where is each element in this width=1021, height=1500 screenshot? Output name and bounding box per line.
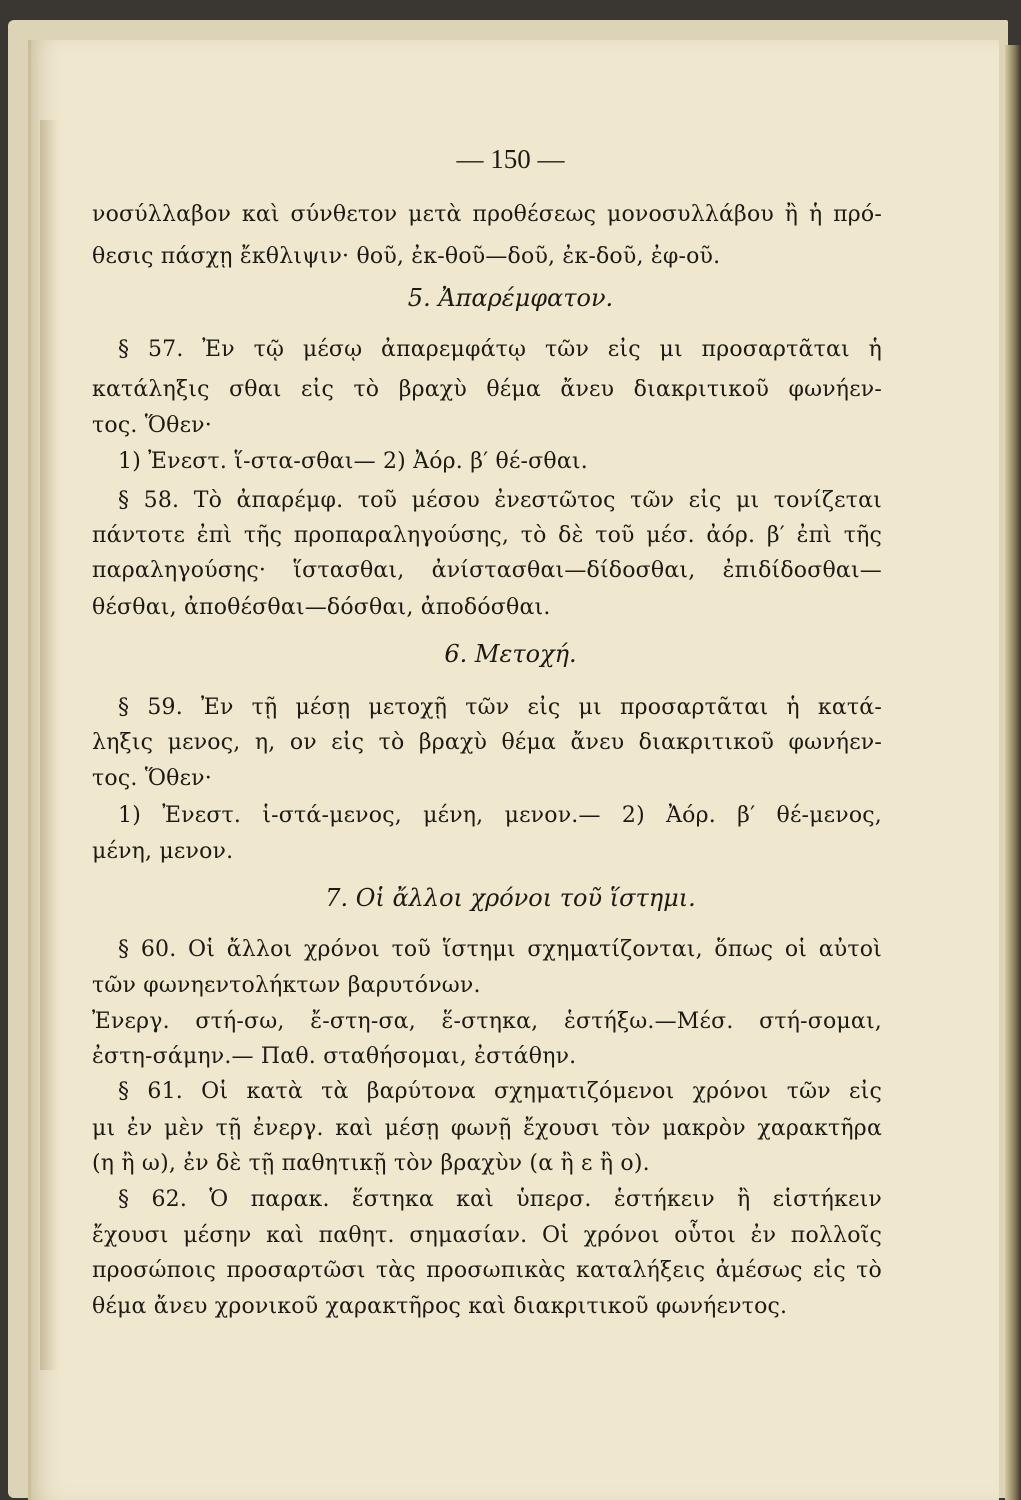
section-heading-6: 6. Μετοχή. xyxy=(444,640,577,668)
text-line: 1) Ἐνεστ. ἵ-στα-σθαι— 2) Ἀόρ. β′ θέ-σθαι. xyxy=(118,449,588,474)
page-number: — 150 — xyxy=(456,144,565,174)
text-line: (η ἢ ω), ἐν δὲ τῇ παθητικῇ τὸν βραχὺν (α ἢ ε ἢ ο). xyxy=(92,1151,650,1176)
text-line: τος. Ὅθεν· xyxy=(92,766,212,791)
text-line: προσώποις προσαρτῶσι τὰς προσωπικὰς καταλήξεις ἀμέσως εἰς τὸ xyxy=(92,1258,882,1283)
text-line: ἔχουσι μέσην καὶ παθητ. σημασίαν. Οἱ χρόνοι οὗτοι ἐν πολλοῖς xyxy=(92,1223,882,1248)
text-line: § 58. Τὸ ἀπαρέμφ. τοῦ μέσου ἐνεστῶτος τῶν εἰς μι τονίζεται xyxy=(118,488,882,513)
text-line: ληξις μενος, η, ον εἰς τὸ βραχὺ θέμα ἄνευ διακριτικοῦ φωνήεν- xyxy=(92,730,882,755)
text-line: νοσύλλαβον καὶ σύνθετον μετὰ προθέσεως μονοσυλλάβου ἢ ἡ πρό- xyxy=(92,202,882,227)
text-line: § 59. Ἐν τῇ μέσῃ μετοχῇ τῶν εἰς μι προσαρτᾶται ἡ κατά- xyxy=(118,695,882,720)
text-line: § 60. Οἱ ἄλλοι χρόνοι τοῦ ἵστημι σχηματίζονται, ὅπως οἱ αὐτοὶ xyxy=(118,937,882,962)
section-heading-5: 5. Ἀπαρέμφατον. xyxy=(407,284,614,312)
text-line: τῶν φωνηεντολήκτων βαρυτόνων. xyxy=(92,973,481,998)
text-line: μι ἐν μὲν τῇ ἐνεργ. καὶ μέσῃ φωνῇ ἔχουσι τὸν μακρὸν χαρακτῆρα xyxy=(92,1116,882,1141)
text-line: § 62. Ὁ παρακ. ἕστηκα καὶ ὑπερσ. ἑστήκειν ἢ εἱστήκειν xyxy=(118,1187,882,1212)
text-line: θέσθαι, ἀποθέσθαι—δόσθαι, ἀποδόσθαι. xyxy=(92,595,551,620)
text-line: πάντοτε ἐπὶ τῆς προπαραληγούσης, τὸ δὲ τοῦ μέσ. ἀόρ. β′ ἐπὶ τῆς xyxy=(92,523,882,548)
text-line: μένη, μενον. xyxy=(92,839,234,864)
text-line: τος. Ὅθεν· xyxy=(92,413,212,438)
text-line: 1) Ἐνεστ. ἱ-στά-μενος, μένη, μενον.— 2) Ἀόρ. β′ θέ-μενος, xyxy=(118,803,882,828)
text-line: ἐστη-σάμην.— Παθ. σταθήσομαι, ἐστάθην. xyxy=(92,1044,577,1069)
text-line: θέμα ἄνευ χρονικοῦ χαρακτῆρος καὶ διακριτικοῦ φωνήεντος. xyxy=(92,1294,788,1319)
text-line: § 61. Οἱ κατὰ τὰ βαρύτονα σχηματιζόμενοι χρόνοι τῶν εἰς xyxy=(118,1079,882,1104)
text-line: § 57. Ἐν τῷ μέσῳ ἀπαρεμφάτῳ τῶν εἰς μι προσαρτᾶται ἡ xyxy=(118,337,882,362)
text-line: Ἐνεργ. στή-σω, ἔ-στη-σα, ἕ-στηκα, ἑστήξω.—Μέσ. στή-σομαι, xyxy=(92,1009,882,1034)
text-line: παραληγούσης· ἵστασθαι, ἀνίστασθαι—δίδοσθαι, ἐπιδίδοσθαι— xyxy=(92,558,882,583)
text-line: κατάληξις σθαι εἰς τὸ βραχὺ θέμα ἄνευ διακριτικοῦ φωνήεν- xyxy=(92,377,882,402)
text-line: θεσις πάσχῃ ἔκθλιψιν· θοῦ, ἐκ-θοῦ—δοῦ, ἐκ-δοῦ, ἐφ-οῦ. xyxy=(92,244,721,269)
section-heading-7: 7. Οἱ ἄλλοι χρόνοι τοῦ ἵστημι. xyxy=(325,884,696,912)
